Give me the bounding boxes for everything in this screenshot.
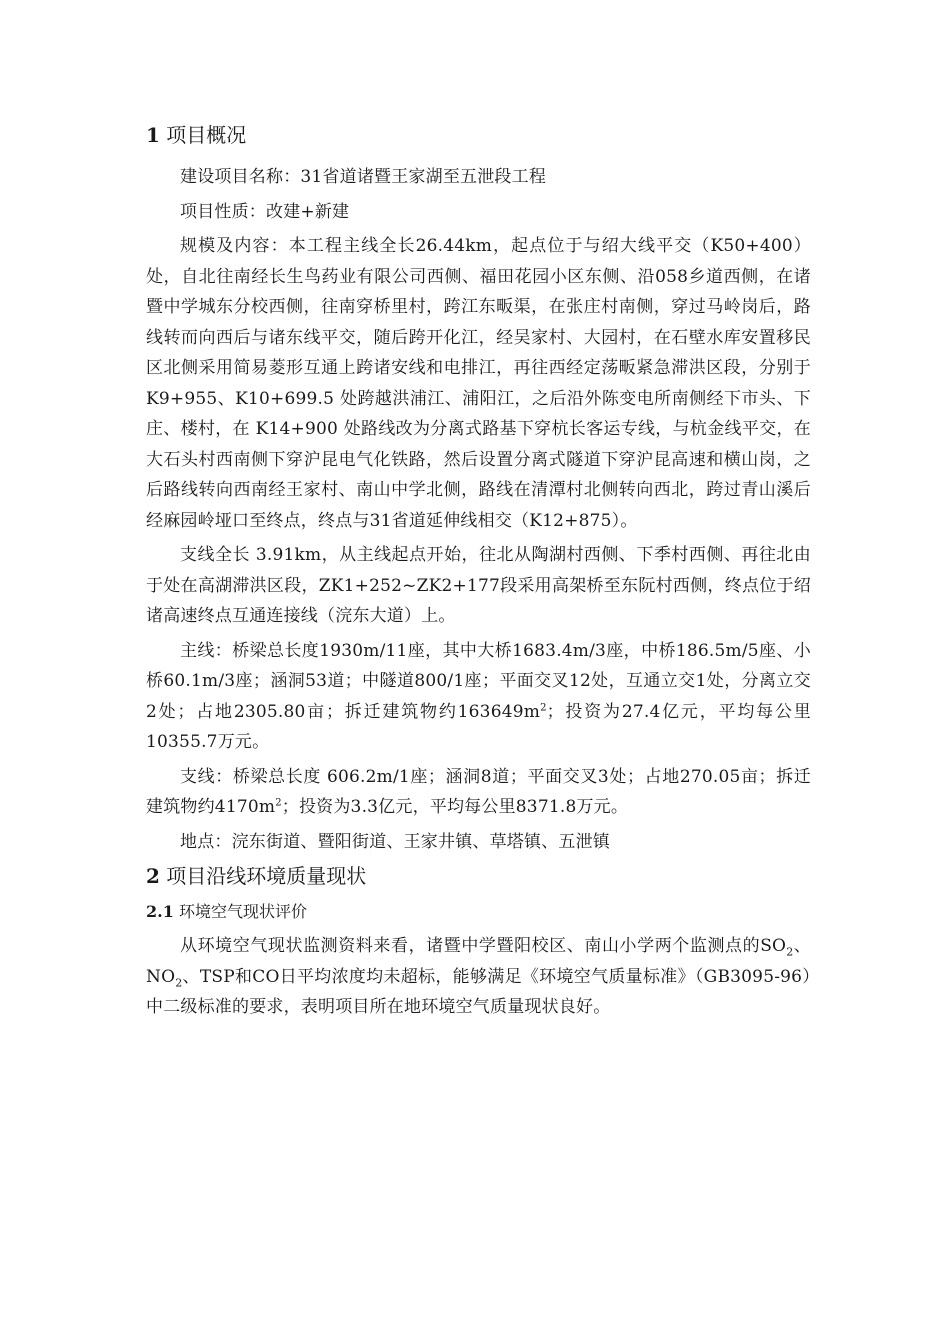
scale-paragraph: 规模及内容：本工程主线全长26.44km，起点位于与绍大线平交（K50+400）处，自北往南经长生鸟药业有限公司西侧、福田花园小区东侧、沿058乡道西侧，在诸暨中学城东分校西侧，往南穿桥里村，跨江东畈渠，在张庄村南侧，穿过马岭岗后，路线转而向西后与诸东线平交，随后跨开化江，经吴家村、大园村，在石壁水库安置移民区北侧采用简易菱形互通上跨诸安线和电排江，再往西经定荡畈紧急滞洪区段，分别于 K9+955、K10+699.5 处跨越洪浦江、浦阳江，之后沿外陈变电所南侧经下市头、下庄、楼村，在 K14+900 处路线改为分离式路基下穿杭长客运专线，与杭金线平交，在大石头村西南侧下穿沪昆电气化铁路，然后设置分离式隧道下穿沪昆高速和横山岗，之后路线转向西南经王家村、南山中学北侧，路线在清潭村北侧转向西北，跨过青山溪后经麻园岭垭口至终点，终点与31省道延伸线相交（K12+875）。 <box>146 236 811 531</box>
branchline-text: 支线：桥梁总长度 606.2m/1座；涵洞8道；平面交叉3处；占地270.05亩；拆迁建筑物约4170m <box>146 766 811 817</box>
mainline-text: 主线：桥梁总长度1930m/11座，其中大桥1683.4m/3座，中桥186.5m/5座、小桥60.1m/3座；涵洞53道；中隧道800/1座；平面交叉12处，互通立交1处，分离立交2处；占地2305.80亩；拆迁建筑物约163649m <box>146 640 811 722</box>
mainline-text-end: ；投资为27.4亿元，平均每公里10355.7万元。 <box>146 701 811 752</box>
branchline-superscript: 2 <box>275 797 282 809</box>
so2-subscript: 2 <box>786 945 794 959</box>
project-nature-paragraph: 项目性质：改建+新建 <box>180 201 350 222</box>
section-2-1-number: 2.1 <box>146 902 174 921</box>
air-quality-text: 从环境空气现状监测资料来看，诸暨中学暨阳校区、南山小学两个监测点的SO <box>180 936 787 956</box>
branch-paragraph: 支线全长 3.91km，从主线起点开始，往北从陶湖村西侧、下季村西侧、再往北由于处在高湖滞洪区段，ZK1+252~ZK2+177段采用高架桥至东阮村西侧，终点位于绍诸高速终点互通连接线（浣东大道）上。 <box>146 545 811 626</box>
mainline-paragraph <box>146 636 811 758</box>
no2-subscript: 2 <box>175 975 183 989</box>
branchline-text-end: ；投资为3.3亿元，平均每公里8371.8万元。 <box>281 797 629 817</box>
section-1-heading <box>146 120 811 150</box>
section-2-heading <box>146 861 811 891</box>
section-1-number: 1 <box>146 123 160 147</box>
air-quality-text-2: 、NO <box>146 936 811 987</box>
section-2-title: 项目沿线环境质量现状 <box>166 864 367 888</box>
air-quality-text-3: 、TSP和CO日平均浓度均未超标，能够满足《环境空气质量标准》（GB3095-96）中二级标准的要求，表明项目所在地环境空气质量现状良好。 <box>146 966 811 1017</box>
section-1-title: 项目概况 <box>166 123 247 147</box>
location-paragraph: 地点：浣东街道、暨阳街道、王家井镇、草塔镇、五泄镇 <box>180 831 610 852</box>
section-2-1-title: 环境空气现状评价 <box>178 902 307 921</box>
branchline-paragraph <box>146 762 811 823</box>
mainline-superscript: 2 <box>540 701 547 713</box>
section-2-1-heading <box>146 897 811 927</box>
air-quality-paragraph <box>146 931 811 1023</box>
document-page <box>146 120 811 1023</box>
project-name-paragraph: 建设项目名称：31省道诸暨王家湖至五泄段工程 <box>180 167 547 187</box>
section-2-number: 2 <box>146 864 160 888</box>
